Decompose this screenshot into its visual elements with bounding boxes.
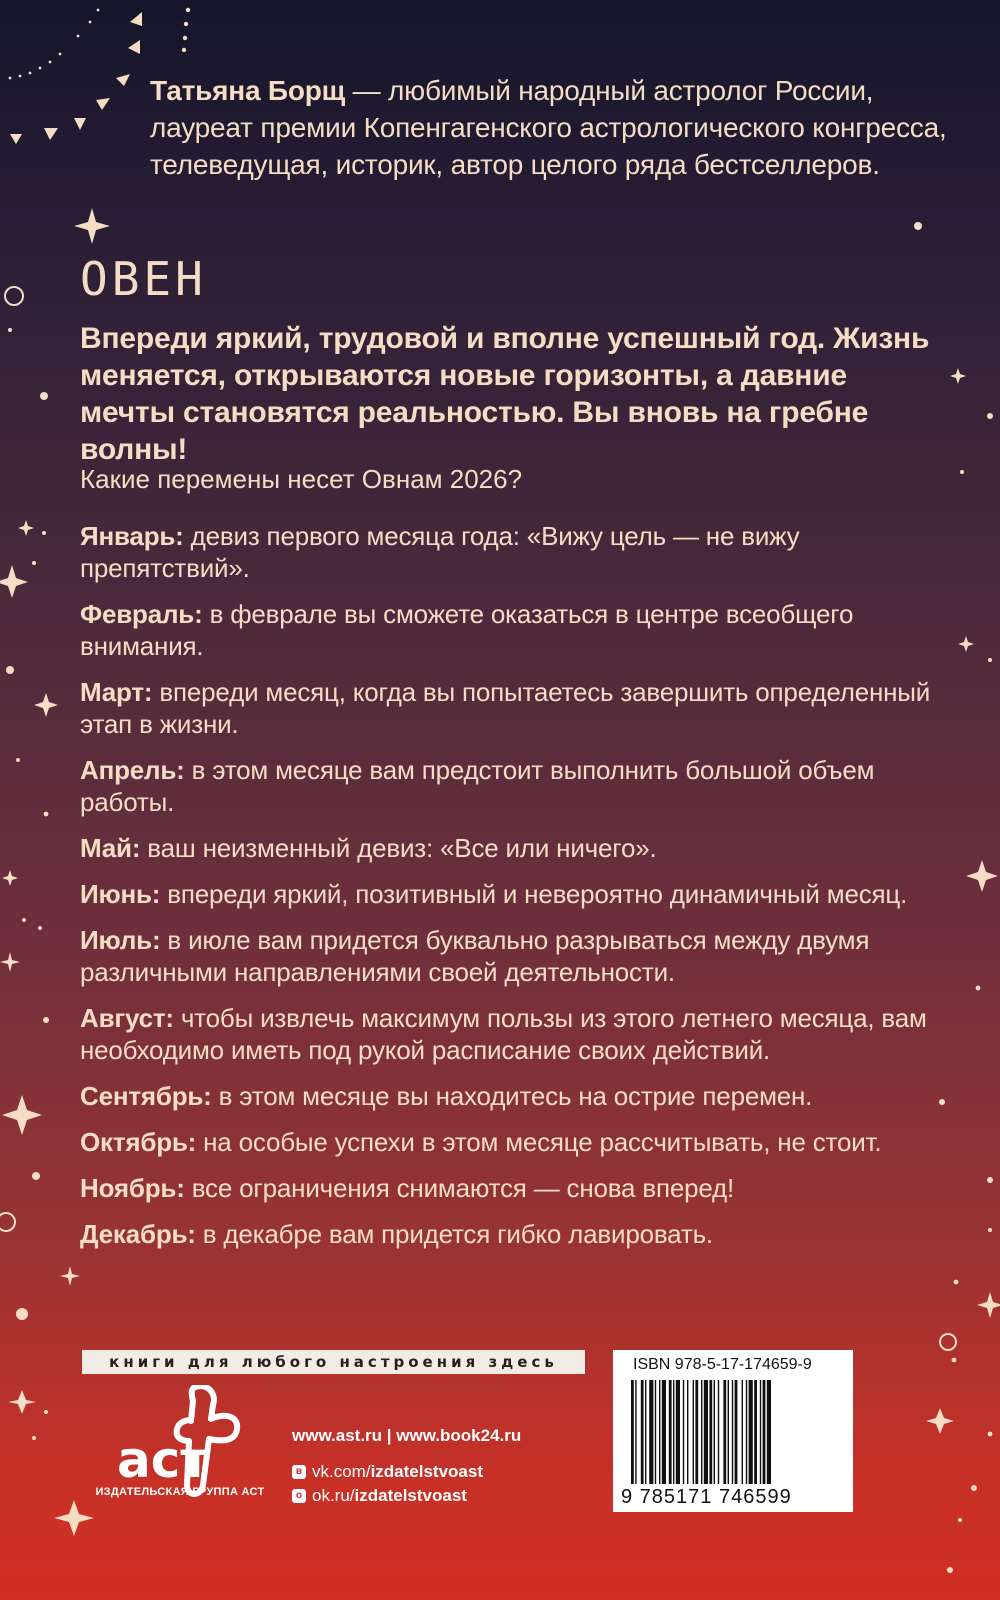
month-text: девиз первого месяца года: «Вижу цель — не вижу препятствий». <box>80 521 800 583</box>
month-text: впереди месяц, когда вы попытаетесь завершить определенный этап в жизни. <box>80 677 931 739</box>
ok-link[interactable] <box>292 1484 521 1508</box>
barcode-box <box>613 1350 853 1512</box>
month-name: Сентябрь: <box>80 1081 212 1111</box>
month-item-may <box>80 832 950 864</box>
vk-icon: в <box>292 1465 306 1479</box>
month-item-january <box>80 520 950 584</box>
month-text: в июле вам придется буквально разрываться между двумя различными направлениями своей деятельности. <box>80 925 870 987</box>
month-item-june <box>80 878 950 910</box>
month-item-october <box>80 1126 950 1158</box>
vk-handle: izdatelstvoast <box>370 1462 483 1481</box>
author-bio-text: — любимый народный астролог России, лауреат премии Копенгагенского астрологического конгресса, телеведущая, историк, автор целого ряда бестселлеров. <box>150 75 947 180</box>
website-links[interactable]: www.ast.ru | www.book24.ru <box>292 1426 522 1445</box>
month-text: в этом месяце вам предстоит выполнить большой объем работы. <box>80 755 875 817</box>
month-item-september <box>80 1080 950 1112</box>
month-name: Апрель: <box>80 755 185 785</box>
month-name: Июнь: <box>80 879 161 909</box>
vk-prefix: vk.com/ <box>312 1462 371 1481</box>
zodiac-sign-title: ОВЕН <box>80 252 207 306</box>
month-name: Ноябрь: <box>80 1173 185 1203</box>
month-item-november <box>80 1172 950 1204</box>
month-name: Май: <box>80 833 141 863</box>
month-name: Январь: <box>80 521 184 551</box>
month-item-august <box>80 1002 950 1066</box>
month-text: на особые успехи в этом месяце рассчитывать, не стоит. <box>196 1127 882 1157</box>
ok-handle: izdatelstvoast <box>354 1486 467 1505</box>
month-name: Март: <box>80 677 153 707</box>
slogan-strip: книги для любого настроения здесь <box>82 1350 585 1374</box>
monthly-forecast-list <box>80 520 950 1264</box>
lead-paragraph: Впереди яркий, трудовой и вполне успешный год. Жизнь меняется, открываются новые горизонты, а давние мечты становятся реальностью. Вы вновь на гребне волны! <box>80 322 930 466</box>
month-item-july <box>80 924 950 988</box>
month-name: Август: <box>80 1003 174 1033</box>
month-name: Октябрь: <box>80 1127 197 1157</box>
author-name: Татьяна Борщ <box>150 75 346 106</box>
month-item-april <box>80 754 950 818</box>
publisher-links <box>292 1424 521 1508</box>
month-item-march <box>80 676 950 740</box>
month-text: в этом месяце вы находитесь на острие перемен. <box>211 1081 813 1111</box>
month-name: Июль: <box>80 925 161 955</box>
author-bio <box>150 72 950 183</box>
month-text: в декабре вам придется гибко лавировать. <box>195 1219 713 1249</box>
ok-prefix: ok.ru/ <box>312 1486 355 1505</box>
vk-link[interactable] <box>292 1460 521 1484</box>
barcode-icon <box>631 1380 836 1484</box>
month-name: Декабрь: <box>80 1219 196 1249</box>
ast-logo-text: аст <box>117 1431 210 1489</box>
month-name: Февраль: <box>80 599 203 629</box>
month-text: ваш неизменный девиз: «Все или ничего». <box>140 833 657 863</box>
month-item-february <box>80 598 950 662</box>
month-text: впереди яркий, позитивный и невероятно динамичный месяц. <box>160 879 908 909</box>
ean-number: 9 785171 746599 <box>621 1486 792 1508</box>
odnoklassniki-icon: о <box>292 1489 306 1503</box>
month-text: все ограничения снимаются — снова вперед! <box>184 1173 735 1203</box>
month-item-december <box>80 1218 950 1250</box>
month-text: чтобы извлечь максимум пользы из этого летнего месяца, вам необходимо иметь под рукой расписание своих действий. <box>80 1003 927 1065</box>
isbn-number: ISBN 978-5-17-174659-9 <box>633 1356 812 1373</box>
month-text: в феврале вы сможете оказаться в центре всеобщего внимания. <box>80 599 854 661</box>
publisher-caption: ИЗДАТЕЛЬСКАЯ ГРУППА АСТ <box>95 1486 265 1498</box>
forecast-question: Какие перемены несет Овнам 2026? <box>80 464 523 494</box>
